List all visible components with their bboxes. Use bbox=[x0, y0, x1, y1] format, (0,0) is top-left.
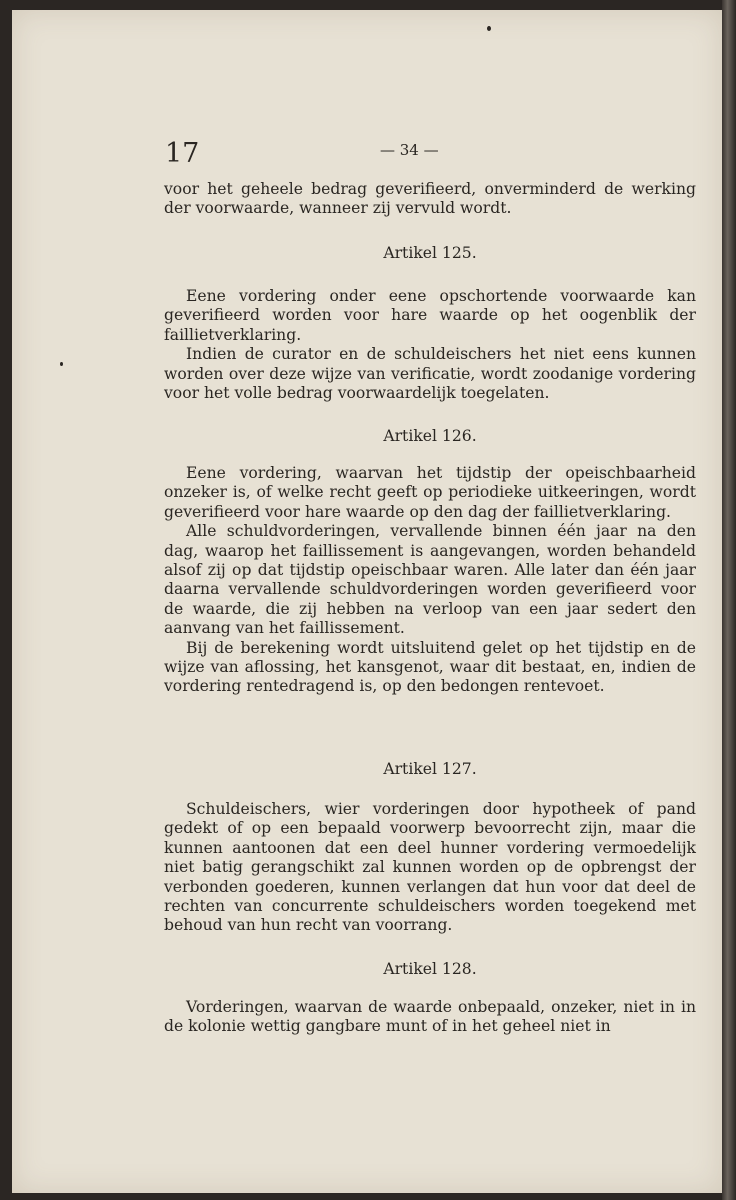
running-head: — 34 — bbox=[380, 141, 439, 159]
article-127-body bbox=[164, 800, 696, 936]
article-126-paragraph-1: Eene vordering, waarvan het tijdstip der opeischbaarheid onzeker is, of welke recht geeft op periodieke uitkeeringen, wordt geverifieerd voor hare waarde op den dag der faillietverklaring. bbox=[164, 464, 696, 521]
book-spine-edge bbox=[722, 0, 736, 1200]
article-125-paragraph-1: Eene vordering onder eene opschortende voorwaarde kan geverifieerd worden voor hare waarde op het oogenblik der faillietverklaring. bbox=[164, 287, 696, 344]
article-128-heading: Artikel 128. bbox=[383, 960, 477, 978]
article-126-paragraph-2: Alle schuldvorderingen, vervallende binnen één jaar na den dag, waarop het faillissement is aangevangen, worden behandeld alsof zij op dat tijdstip opeischbaar waren. Alle later dan één jaar daarna vervallende schuldvorderingen worden geverifieerd voor de waarde, die zij hebben na verloop van een jaar sedert den aanvang van het faillissement. bbox=[164, 522, 696, 638]
article-128-body bbox=[164, 998, 696, 1037]
article-125-heading: Artikel 125. bbox=[383, 244, 477, 262]
article-128-paragraph-1: Vorderingen, waarvan de waarde onbepaald, onzeker, niet in in de kolonie wettig gangbare munt of in het geheel niet in bbox=[164, 998, 696, 1036]
article-126-paragraph-3: Bij de berekening wordt uitsluitend gelet op het tijdstip en de wijze van aflossing, het kansgenot, waar dit bestaat, en, indien de vordering rentedragend is, op den bedongen rentevoet. bbox=[164, 638, 696, 696]
article-126-body bbox=[164, 464, 696, 697]
intro-paragraph-block bbox=[164, 180, 696, 219]
article-125-body bbox=[164, 287, 696, 403]
paper-speck bbox=[487, 26, 491, 31]
intro-paragraph: voor het geheele bedrag geverifieerd, onverminderd de werking der voorwaarde, wanneer zij vervuld wordt. bbox=[164, 180, 696, 218]
page-number: 17 bbox=[165, 138, 200, 169]
article-127-heading: Artikel 127. bbox=[383, 760, 477, 778]
article-125-paragraph-2: Indien de curator en de schuldeischers het niet eens kunnen worden over deze wijze van verificatie, wordt zoodanige vordering voor het volle bedrag voorwaardelijk toegelaten. bbox=[164, 345, 696, 403]
article-127-paragraph-1: Schuldeischers, wier vorderingen door hypotheek of pand gedekt of op een bepaald voorwerp bevoorrecht zijn, maar die kunnen aantoonen dat een deel hunner vordering vermoedelijk niet batig gerangschikt zal kunnen worden op de opbrengst der verbonden goederen, kunnen verlangen dat hun voor dat deel de rechten van concurrente schuldeischers worden toegekend met behoud van hun recht van voorrang. bbox=[164, 800, 696, 935]
paper-speck bbox=[60, 362, 63, 366]
article-126-heading: Artikel 126. bbox=[383, 427, 477, 445]
